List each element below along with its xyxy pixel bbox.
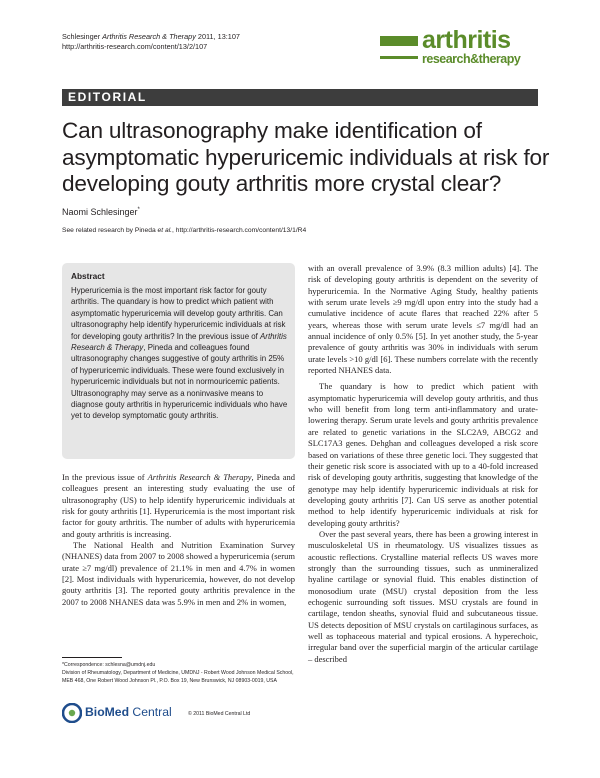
logo-bar-top [380,36,418,46]
paragraph: Over the past several years, there has been a growing interest in musculoskeletal US in rheumatology. US visualizes tissues as acoustic reflections. Crystalline material reflects US waves more strongly than the surrounding tissues, such as unmineralized hyaline cartilage or synovial fluid. This enables distinction of monosodium urate (MSU) crystal deposition from the less echogenic surrounding soft tissues. MSU crystals are found in cartilage, tendon sheaths, synovial fluid and subcutaneous tissue. US detects deposition of MSU crystals on cartilaginous surfaces, as well as tophaceous material and typical erosions. A hyperechoic, irregular band over the superficial margin of the articular cartilage – described [308,528,538,664]
body-column-right [308,263,538,665]
running-header [62,32,240,52]
publisher-name-part2: Central [129,705,172,719]
logo-word-arthritis: arthritis [422,26,511,54]
affiliation: Division of Rheumatology, Department of Medicine, UMDNJ - Robert Wood Johnson Medical School, MEB 468, One Robert Wood Johnson Pl., P.O. Box 19, New Brunswick, NJ 08903-0019, USA [62,670,294,685]
see-related [62,227,306,234]
paragraph: The National Health and Nutrition Examination Survey (NHANES) data from 2007 to 2008 showed a hyperuricemia (serum urate ≥7 mg/dl) prevalence of 21.1% in men and 4.7% in women [2]. Most individuals with hyperuricemia, however, do not develop gouty arthritis [3]. The reported gouty arthritis prevalence in the 2007 to 2008 NHANES data was 5.9% in men and 2% in women, [62,540,295,607]
abstract-journal: Arthritis Research & Therapy [71,331,287,353]
logo-bar-mid [380,56,418,59]
abstract-part1: Hyperuricemia is the most important risk factor for gouty arthritis. The quandary is how to predict which patient with asymptomatic hyperuricemia will develop gouty arthritis. Can ultrasonography help identify hyperuricemic individuals at risk for developing gouty arthritis? In the previous issue of [71,286,286,341]
see-related-prefix: See related research by Pineda [62,227,158,234]
abstract-text [71,285,289,422]
abstract-part2: , Pineda and colleagues found ultrasonography changes suggestive of gouty arthritis in 25% of hyperuricemic individuals. These were found exclusively in hyperuricemic individuals but not in normouricemic patients. Ultrasonography may serve as a noninvasive means to diagnose gouty arthritis in hyperuricemic individuals who have yet to develop symptomatic gouty arthritis. [71,343,288,421]
footnote [62,661,295,686]
journal-logo [380,26,540,74]
body-column-left [62,472,295,608]
see-related-etal: et al. [157,227,173,234]
correspondence: *Correspondence: schlesna@umdnj.edu [62,662,156,668]
publisher-name-part1: BioMed [85,705,130,719]
footnote-rule [62,657,122,658]
author-marker: * [137,207,140,213]
publisher-logo [62,702,182,726]
citation-author: Schlesinger [62,32,101,41]
section-label: EDITORIAL [68,90,147,104]
logo-word-research-therapy: research&therapy [422,52,521,66]
paragraph-text: , Pineda and colleagues present an interesting study evaluating the use of ultrasonography (US) to help identify hyperuricemic individuals at risk for gouty arthritis [1]. Hyperuricemia is the most important risk factor for gouty arthritis. The number of adults with hyperuricemia and gouty arthritis is increasing. [62,472,295,539]
title-line: Can ultrasonography make identification of [62,118,482,143]
paragraph [62,472,295,540]
publisher-name [85,705,172,719]
author-line [62,207,140,217]
journal-mention: Arthritis Research & Therapy [147,472,252,482]
citation-journal: Arthritis Research & Therapy [102,32,196,41]
paragraph: The quandary is how to predict which patient with asymptomatic hyperuricemia will develop gouty arthritis, and thus who will benefit from long term anti-inflammatory and urate-lowering therapy. Serum urate levels and gouty arthritis prevalence are related to genetic variations in the SLC2A9, ABCG2 and SLC17A3 genes. Dehghan and colleagues developed a risk score based on variations of these three genetic loci. They suggested that their genetic risk score is associated with up to a 40-fold increased risk of developing gouty arthritis, suggesting that knowledge of the genotype may help identify hyperuricemic individuals at risk for developing gouty arthritis [7]. Can US serve as another potential method to help identify hyperuricemic individuals at risk for developing gouty arthritis? [308,381,538,528]
abstract-heading: Abstract [71,271,105,281]
paragraph-text: In the previous issue of [62,472,148,482]
publisher-emblem-icon [62,703,82,723]
article-title [62,118,552,198]
author-name: Naomi Schlesinger [62,207,138,217]
article-url[interactable]: http://arthritis-research.com/content/13/2/107 [62,42,208,51]
citation-line [62,32,240,42]
title-line: asymptomatic hyperuricemic individuals at risk for [62,144,550,170]
paragraph: with an overall prevalence of 3.9% (8.3 million adults) [4]. The risk of developing gouty arthritis is dependent on the severity of hyperuricemia. In the Normative Aging Study, healthy patients with serum urate levels ≥9 mg/dl upon entry into the study had a cumulative incidence of acute flares that reached 22% after 5 years, whereas those with serum urate levels ≤7 mg/dl had an annual incidence of only 0.5% [5]. In yet another study, the 5-year prevalence of gouty arthritis was 30% in individuals with serum urate levels >10 g/dl [6]. These numbers correlate with the recently reported NHANES data. [308,263,538,376]
title-line: developing gouty arthritis more crystal clear? [62,171,502,196]
see-related-link[interactable]: , http://arthritis-research.com/content/13/1/R4 [172,227,307,234]
citation-volume: 2011, 13:107 [197,32,240,41]
copyright: © 2011 BioMed Central Ltd [188,711,251,717]
